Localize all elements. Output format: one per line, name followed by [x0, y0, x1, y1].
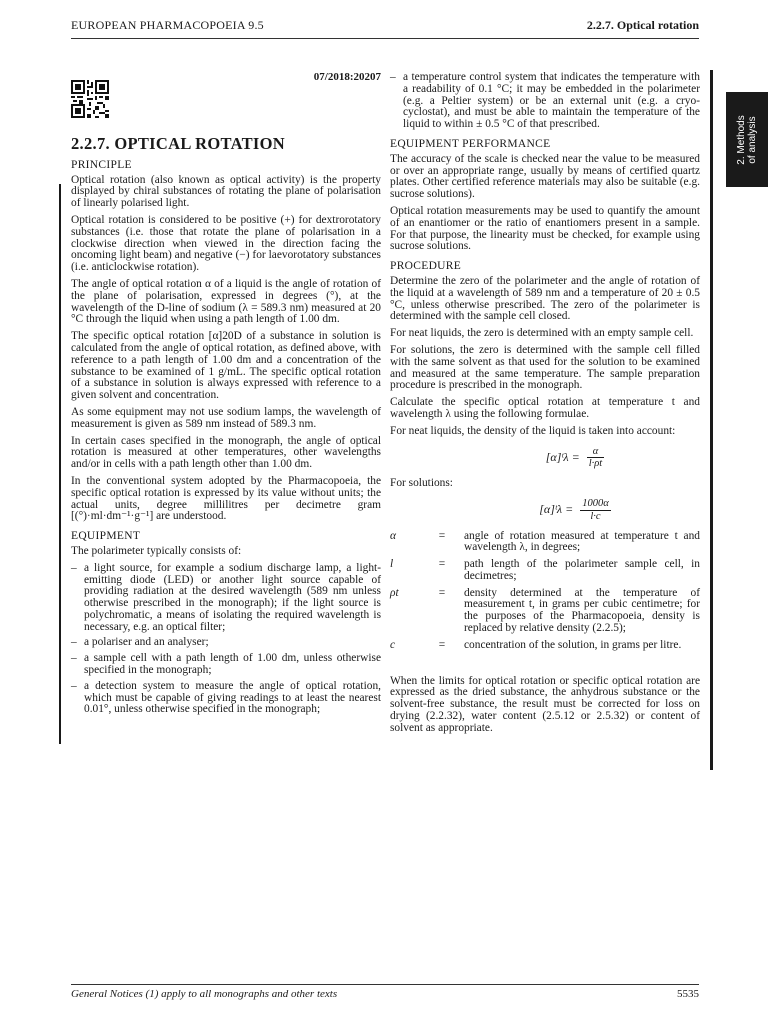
definition-symbol: ρt — [390, 586, 399, 599]
header-rule — [71, 38, 699, 39]
equipment-heading: EQUIPMENT — [71, 530, 141, 543]
principle-paragraph: In the conventional system adopted by the Pharmacopoeia, the specific optical rotation is expressed by its value without units; the actual units, degree millilitres per decimetre gram [(°)·ml·dm⁻¹·g⁻¹] are understood. — [71, 474, 381, 523]
procedure-paragraph: Calculate the specific optical rotation at temperature t and wavelength λ using the following formulae. — [390, 396, 700, 420]
running-header-title: EUROPEAN PHARMACOPOEIA 9.5 — [71, 18, 264, 32]
revision-bar-right — [710, 70, 713, 770]
running-header-section: 2.2.7. Optical rotation — [586, 18, 699, 32]
equipment-item: – a polariser and an analyser; — [71, 637, 381, 649]
equipment-item: – a detection system to measure the angle of optical rotation, which must be capable of giving readings to at least the nearest 0.01°, unless otherwise specified in the monograph; — [71, 681, 381, 716]
definition-row — [390, 559, 700, 583]
definition-equals: = — [438, 638, 446, 651]
definition-symbol: l — [390, 558, 394, 571]
side-tab-line1: 2. Methods — [736, 114, 747, 165]
definition-equals: = — [438, 558, 446, 571]
section-side-tab — [726, 92, 768, 187]
principle-paragraph: In certain cases specified in the monograph, the angle of optical rotation is measured at other temperatures, other wavelengths and/or in cells with a path length other than 1.00 dm. — [71, 434, 381, 471]
principle-paragraph: Optical rotation is considered to be positive (+) for dextrorotatory substances (i.e. those that rotate the plane of polarisation in a clockwise direction when viewed in the direction facing the oncoming light beam) and negative (−) for laevorotatory substances (i.e. anticlockwise rotation). — [71, 213, 381, 274]
formula-fraction — [580, 498, 611, 523]
formula-solutions — [450, 498, 700, 523]
footer-rule — [71, 984, 699, 985]
page-number: 5535 — [677, 988, 699, 1000]
definition-text: angle of rotation measured at temperature t and wavelength λ, in degrees; — [464, 529, 700, 554]
closing-paragraph: When the limits for optical rotation or specific optical rotation are expressed as the dried substance, the anhydrous substance or the solvent-free substance, the result must be corrected for loss on drying (2.2.32), water content (2.5.12 or 2.5.32) or content of solvent as appropriate. — [390, 674, 700, 734]
principle-heading: PRINCIPLE — [71, 158, 132, 171]
formula-neat-liquids — [450, 446, 700, 471]
document-id: 07/2018:20207 — [313, 71, 381, 83]
definition-row — [390, 588, 700, 635]
formula-denominator: l·c — [590, 510, 601, 522]
formula-fraction — [587, 446, 605, 471]
definition-equals: = — [438, 529, 446, 542]
definition-symbol: c — [390, 638, 396, 651]
equipment-item: – a sample cell with a path length of 1.00 dm, unless otherwise specified in the monograph; — [71, 653, 381, 677]
equipment-list — [71, 563, 381, 717]
formula-numerator: α — [587, 446, 605, 459]
formula-lhs: [α]ᵗλ = — [539, 501, 574, 516]
definition-symbol: α — [390, 529, 396, 542]
performance-paragraph: Optical rotation measurements may be used to quantify the amount of an enantiomer or the ratio of enantiomers present in a sample. For that purpose, the linearity must be checked, for example using sucrose solutions. — [390, 204, 700, 253]
procedure-paragraph: For neat liquids, the zero is determined with an empty sample cell. — [390, 327, 694, 340]
procedure-paragraph: For neat liquids, the density of the liquid is taken into account: — [390, 424, 676, 437]
formula-numerator: 1000α — [582, 497, 609, 509]
right-column — [390, 72, 700, 740]
definition-text: path length of the polarimeter sample cell, in decimetres; — [464, 558, 700, 582]
equipment-intro: The polarimeter typically consists of: — [71, 544, 242, 557]
for-solutions-label: For solutions: — [390, 477, 453, 490]
side-tab-line2: of analysis — [747, 115, 758, 164]
principle-paragraph: The angle of optical rotation α of a liquid is the angle of rotation of the plane of polarisation, expressed in degrees (°), at the wavelength of the D-line of sodium (λ = 589.3 nm) measured at 20 °C through the liquid when using a path length of 1.00 dm. — [71, 277, 381, 326]
principle-paragraph: The specific optical rotation [α]20D of a substance in solution is calculated from the angle of optical rotation, as defined above, with reference to a path length of 1.00 dm and a concentration of the substance to be examined of 1 g/mL. The specific optical rotation of a substance in solution is always expressed with reference to a given solvent and concentration. — [71, 330, 381, 402]
equipment-item: – a temperature control system that indicates the temperature with a readability of 0.1 °C; it may be embedded in the polarimeter (e.g. a Peltier system) or be an external unit (e.g. a cryo-cyclostat), and must be able to maintain the temperature of the liquid to within ± 0.5 °C of that prescribed. — [390, 72, 700, 131]
formula-lhs: [α]ᵗλ = — [545, 449, 580, 464]
principle-paragraph: Optical rotation (also known as optical activity) is the property displayed by chiral substances of rotating the plane of polarisation of linearly polarised light. — [71, 173, 381, 210]
performance-paragraph: The accuracy of the scale is checked near the value to be measured or over an appropriate range, usually by means of certified quartz plates. Other certified reference materials may also be suitable (e.g. sucrose solutions). — [390, 152, 700, 201]
principle-paragraph: As some equipment may not use sodium lamps, the wavelength of measurement is given as 589 nm instead of 589.3 nm. — [71, 405, 381, 430]
procedure-heading: PROCEDURE — [390, 260, 462, 273]
formula-denominator: l·ρt — [588, 458, 603, 470]
definition-text: concentration of the solution, in grams per litre. — [464, 638, 682, 651]
equipment-performance-heading: EQUIPMENT PERFORMANCE — [390, 137, 551, 150]
footer-note: General Notices (1) apply to all monographs and other texts — [71, 988, 338, 1000]
definition-text: density determined at the temperature of measurement t, in grams per cubic centimetre; for the purposes of the Pharmacopoeia, density is replaced by relative density (2.2.5); — [464, 586, 700, 635]
revision-bar-left — [59, 184, 61, 744]
definition-equals: = — [438, 586, 446, 599]
procedure-paragraph: For solutions, the zero is determined with the sample cell filled with the same solvent as that used for the solution to be examined and measured at the same temperature. The sample preparation procedure is prescribed in the monograph. — [390, 343, 700, 392]
left-column — [71, 72, 381, 720]
procedure-paragraph: Determine the zero of the polarimeter and the angle of rotation of the liquid at a wavelength of 589 nm and a temperature of 20 ± 0.5 °C, unless otherwise prescribed. The zero of the polarimeter is determined with the sample cell closed. — [390, 274, 700, 323]
symbol-definitions — [390, 531, 700, 652]
definition-row — [390, 640, 700, 652]
chapter-title: 2.2.7. OPTICAL ROTATION — [71, 134, 285, 153]
definition-row — [390, 531, 700, 555]
equipment-item: – a light source, for example a sodium discharge lamp, a light-emitting diode (LED) or another light source capable of providing radiation at the desired wavelength (589 nm unless otherwise prescribed in the monograph); if the light source is polychromatic, a means of isolating the required wavelength is necessary, e.g. an optical filter; — [71, 563, 381, 634]
equipment-list-continued — [390, 72, 700, 131]
